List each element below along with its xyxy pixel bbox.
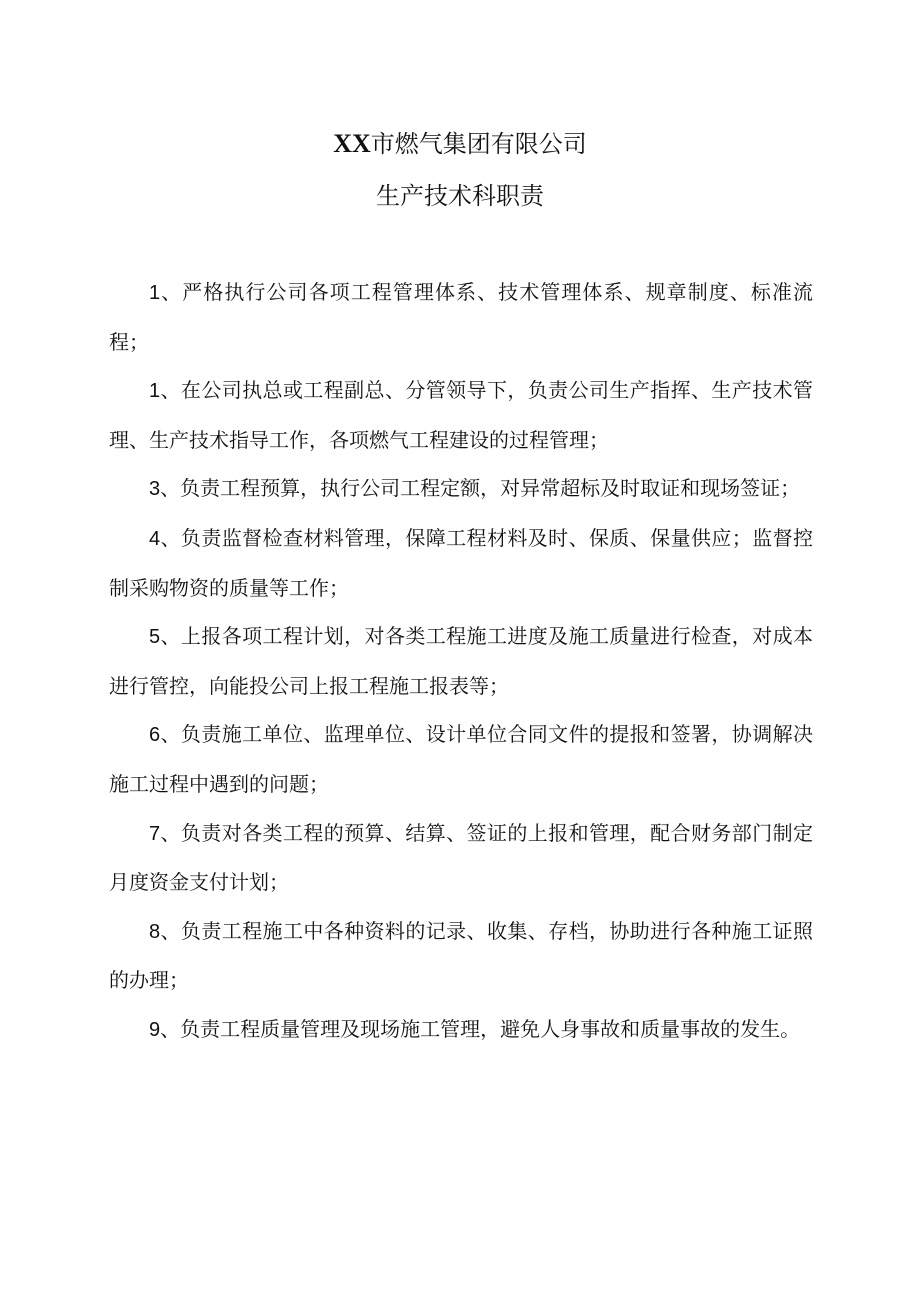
company-title: [0, 128, 920, 160]
document-subtitle: 生产技术科职责: [376, 182, 544, 210]
company-title-prefix: XX: [333, 129, 371, 158]
duty-paragraph: [109, 907, 813, 1005]
duty-text: 、负责工程施工中各种资料的记录、收集、存档，协助进行各种施工证照的办理；: [109, 918, 813, 993]
duty-number: 7: [149, 822, 161, 845]
duty-number: 8: [149, 920, 161, 943]
duty-text: 、在公司执总或工程副总、分管领导下，负责公司生产指挥、生产技术管理、生产技术指导工作，各项燃气工程建设的过程管理；: [109, 378, 813, 452]
duty-text: 、负责工程预算，执行公司工程定额，对异常超标及时取证和现场签证；: [160, 476, 801, 501]
duty-paragraph: [109, 710, 813, 808]
duty-number: 1: [149, 282, 161, 304]
duty-text: 、负责监督检查材料管理，保障工程材料及时、保质、保量供应；监督控制采购物资的质量等工作；: [109, 525, 813, 600]
duty-number: 6: [149, 724, 161, 747]
duty-text: 、严格执行公司各项工程管理体系、技术管理体系、规章制度、标准流程；: [109, 280, 813, 354]
duty-paragraph: [109, 612, 813, 710]
duty-number: 1: [149, 380, 161, 403]
company-title-name: 市燃气集团有限公司: [370, 130, 587, 158]
duty-text: 、负责施工单位、监理单位、设计单位合同文件的提报和签署，协调解决施工过程中遇到的问题；: [109, 722, 813, 796]
duty-paragraph: [109, 809, 813, 907]
duty-number: 4: [149, 527, 161, 550]
title-block: [0, 128, 920, 212]
duty-paragraph: [109, 464, 813, 514]
duty-number: 5: [149, 626, 161, 649]
duty-text: 、负责工程质量管理及现场施工管理，避免人身事故和质量事故的发生。: [160, 1016, 801, 1041]
duty-paragraph: [109, 1005, 813, 1055]
duty-paragraph: [109, 366, 813, 464]
duties-list: [109, 268, 813, 1055]
duty-text: 、上报各项工程计划，对各类工程施工进度及施工质量进行检查，对成本进行管控，向能投公司上报工程施工报表等；: [109, 624, 813, 698]
duty-text: 、负责对各类工程的预算、结算、签证的上报和管理，配合财务部门制定月度资金支付计划；: [109, 820, 813, 895]
duty-number: 9: [149, 1018, 161, 1041]
duty-number: 3: [149, 478, 161, 501]
duty-paragraph: [109, 514, 813, 612]
duty-paragraph: [109, 268, 813, 366]
